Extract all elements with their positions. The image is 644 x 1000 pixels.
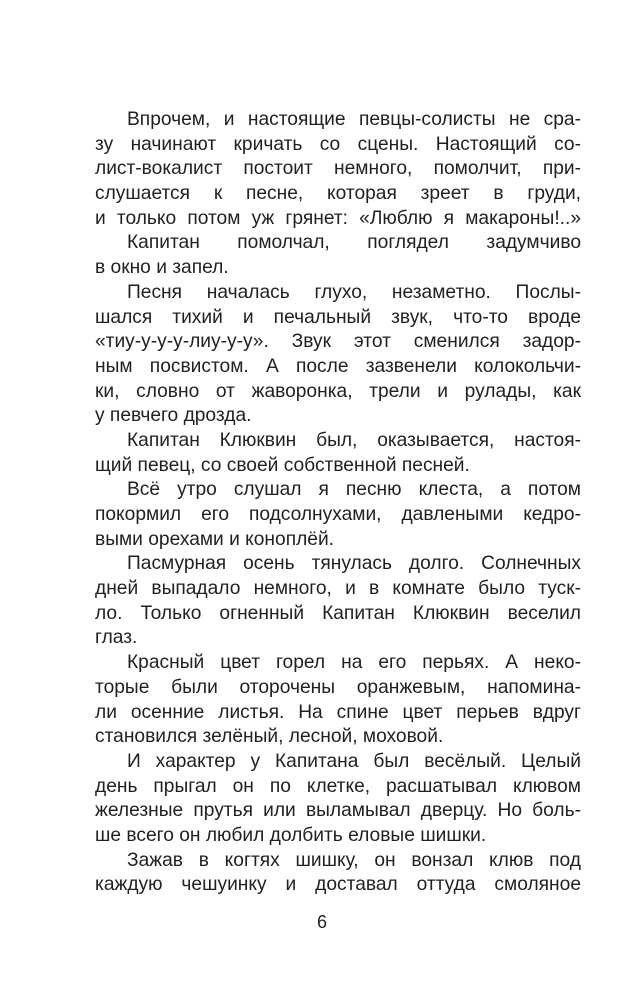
- text-line: каждую чешуинку и доставал оттуда смоляное: [95, 874, 581, 896]
- text-line: дней выпадало немного, и в комнате было туск-: [95, 578, 581, 600]
- paragraph: [95, 478, 581, 552]
- paragraph: [95, 108, 581, 231]
- paragraph: [95, 231, 581, 280]
- text-line: щий певец, со своей собственной песней.: [95, 454, 470, 476]
- text-line: Зажав в когтях шишку, он вонзал клюв под: [127, 849, 581, 871]
- paragraph: [95, 750, 581, 849]
- text-line: день прыгал он по клетке, расшатывал клювом: [95, 775, 581, 797]
- text-line: и только потом уж грянет: «Люблю я макароны!..»: [95, 207, 581, 229]
- paragraph: [95, 429, 581, 478]
- text-line: у певчего дрозда.: [95, 405, 252, 427]
- text-line: ло. Только огненный Капитан Клюквин веселил: [95, 602, 581, 624]
- paragraph: [95, 651, 581, 750]
- text-line: становился зелёный, лесной, моховой.: [95, 726, 444, 748]
- text-line: в окно и запел.: [95, 257, 229, 279]
- body-text: [95, 108, 581, 898]
- page-number: 6: [316, 912, 327, 932]
- text-line: Пасмурная осень тянулась долго. Солнечных: [127, 553, 581, 575]
- paragraph: [95, 849, 581, 898]
- text-line: Песня началась глухо, незаметно. Послы-: [127, 281, 581, 303]
- text-line: Всё утро слушал я песню клеста, а потом: [127, 479, 581, 501]
- text-line: ли осенние листья. На спине цвет перьев вдруг: [95, 701, 581, 723]
- text-line: слушается к песне, которая зреет в груди,: [95, 183, 581, 205]
- text-line: выми орехами и коноплёй.: [95, 528, 335, 550]
- text-line: торые были оторочены оранжевым, напомина-: [95, 676, 581, 698]
- text-line: шался тихий и печальный звук, что-то вроде: [95, 306, 581, 328]
- text-line: Впрочем, и настоящие певцы-солисты не сра-: [127, 109, 581, 130]
- text-line: Красный цвет горел на его перьях. А неко-: [127, 652, 581, 674]
- paragraph: [95, 552, 581, 651]
- text-line: зу начинают кричать со сцены. Настоящий со-: [95, 133, 581, 155]
- text-line: лист-вокалист постоит немного, помолчит, при-: [95, 158, 581, 180]
- text-line: ше всего он любил долбить еловые шишки.: [95, 824, 487, 846]
- text-line: Капитан помолчал, поглядел задумчиво: [127, 232, 581, 254]
- text-line: глаз.: [95, 627, 138, 649]
- text-line: ным посвистом. А после зазвенели колокольчи-: [95, 355, 581, 377]
- text-line: покормил его подсолнухами, давлеными кедро-: [95, 504, 581, 525]
- paragraph: [95, 281, 581, 429]
- text-line: Капитан Клюквин был, оказывается, настоя-: [127, 429, 581, 451]
- text-line: «тиу-у-у-у-лиу-у-у». Звук этот сменился задор-: [95, 331, 581, 353]
- text-line: ки, словно от жаворонка, трели и рулады, как: [95, 380, 581, 402]
- text-line: И характер у Капитана был весёлый. Целый: [127, 750, 581, 772]
- text-line: железные прутья или выламывал дверцу. Но боль-: [95, 800, 581, 822]
